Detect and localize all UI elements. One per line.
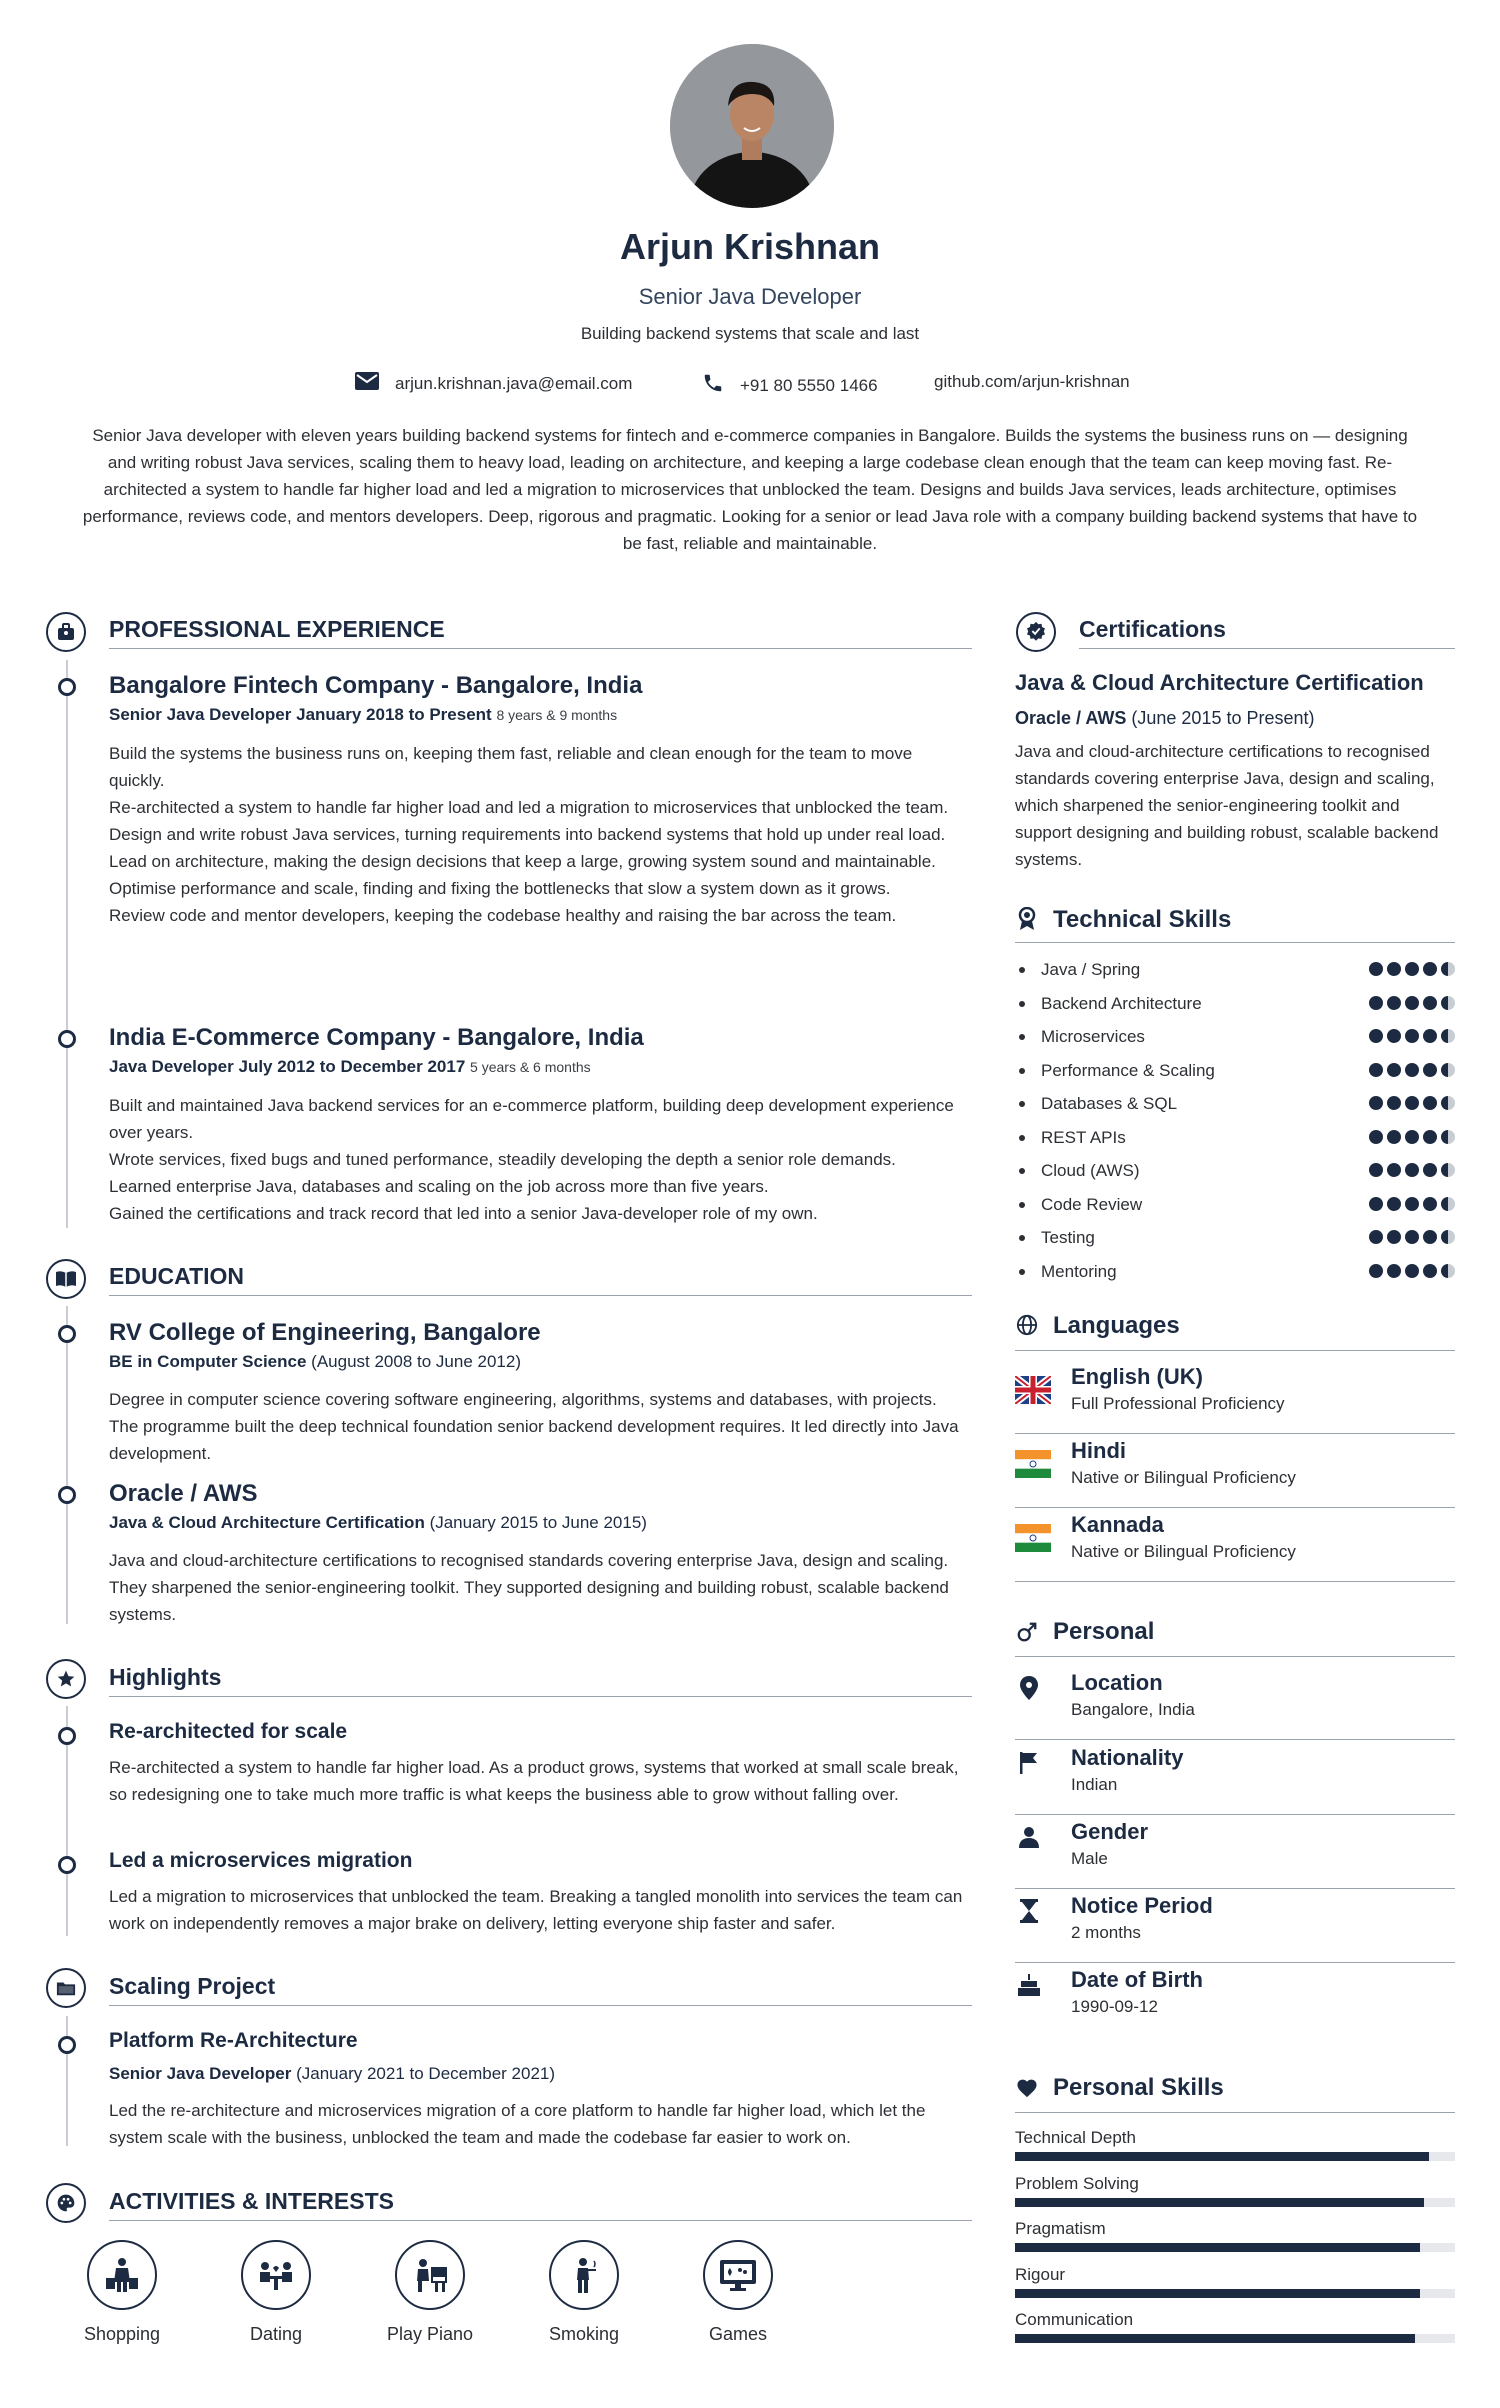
rating-dot xyxy=(1405,1063,1419,1077)
person-icon xyxy=(1017,1825,1041,1849)
section-divider xyxy=(109,648,972,649)
section-divider xyxy=(1015,1656,1455,1657)
skill-bar-fill xyxy=(1015,2243,1420,2252)
project-name: Platform Re-Architecture xyxy=(109,2029,358,2052)
rating-dot xyxy=(1387,1063,1401,1077)
technical-skill-row xyxy=(1015,1226,1455,1250)
activity-label: Play Piano xyxy=(386,2324,474,2344)
section-divider xyxy=(1079,648,1455,649)
games-icon xyxy=(703,2240,773,2310)
project-role-line xyxy=(109,2064,555,2084)
rating-dot xyxy=(1405,1264,1419,1278)
project-description: Led the re-architecture and microservices migration of a core platform to handle far higher load, which let the system scale with the business, unblocked the team and made the codebase far easier to work on. xyxy=(109,2101,926,2147)
technical-skill-row xyxy=(1015,958,1455,982)
folder-icon xyxy=(46,1968,86,2008)
skill-rating xyxy=(1369,1264,1455,1278)
rating-dot xyxy=(1441,1096,1455,1110)
section-divider xyxy=(109,2220,972,2221)
job-company: India E-Commerce Company - Bangalore, India xyxy=(109,1024,644,1051)
tagline: Building backend systems that scale and last xyxy=(580,324,920,343)
bullet-dot xyxy=(1019,1269,1025,1275)
bullet-dot xyxy=(1019,1202,1025,1208)
rating-dot xyxy=(1441,1029,1455,1043)
certification-description: Java and cloud-architecture certifications to recognised standards covering enterprise Java, design and scaling, which sharpened the senior-engineering toolkit and support designing and building robust, scalable backend systems. xyxy=(1015,742,1439,869)
rating-dot xyxy=(1369,1063,1383,1077)
section-divider xyxy=(1015,2112,1455,2113)
rating-dot xyxy=(1441,1163,1455,1177)
skill-rating xyxy=(1369,996,1455,1010)
skill-bar-fill xyxy=(1015,2198,1424,2207)
skill-rating xyxy=(1369,1197,1455,1211)
piano-icon xyxy=(395,2240,465,2310)
activity-shopping xyxy=(52,2240,192,2345)
website-contact[interactable] xyxy=(934,372,1130,392)
certification-dates: (June 2015 to Present) xyxy=(1131,708,1315,728)
rating-dot xyxy=(1423,1063,1437,1077)
rating-dot xyxy=(1369,996,1383,1010)
technical-skill-name: Testing xyxy=(1041,1228,1095,1247)
bullet-dot xyxy=(1019,1034,1025,1040)
job-duration: 8 years & 9 months xyxy=(496,707,618,723)
technical-skills-title: Technical Skills xyxy=(1053,906,1232,933)
personal-label: Date of Birth xyxy=(1071,1967,1203,1992)
language-name: English (UK) xyxy=(1071,1364,1203,1389)
technical-skill-row xyxy=(1015,1126,1455,1150)
personal-value: Indian xyxy=(1071,1775,1118,1794)
rating-dot xyxy=(1405,996,1419,1010)
rating-dot xyxy=(1405,1230,1419,1244)
rating-dot xyxy=(1441,1264,1455,1278)
degree-line xyxy=(109,1352,521,1372)
phone-contact[interactable] xyxy=(702,372,878,399)
activity-label: Games xyxy=(708,2324,768,2344)
activity-dating xyxy=(206,2240,346,2345)
timeline-dot xyxy=(58,1486,76,1504)
degree-line xyxy=(109,1513,647,1533)
personal-value: Bangalore, India xyxy=(1071,1700,1195,1719)
skill-rating xyxy=(1369,1096,1455,1110)
skill-rating xyxy=(1369,1230,1455,1244)
personal-skill-name: Technical Depth xyxy=(1015,2128,1136,2147)
technical-skill-name: Java / Spring xyxy=(1041,960,1141,979)
skill-rating xyxy=(1369,1130,1455,1144)
rating-dot xyxy=(1405,1197,1419,1211)
degree-description: Degree in computer science covering software engineering, algorithms, systems and databases, with projects. The programme built the deep technical foundation senior backend development requires. It led directly into Java development. xyxy=(109,1390,959,1463)
job-company: Bangalore Fintech Company - Bangalore, India xyxy=(109,672,643,699)
timeline-dot xyxy=(58,1030,76,1048)
rating-dot xyxy=(1369,1230,1383,1244)
skill-bar-track xyxy=(1015,2334,1455,2343)
website-text: github.com/arjun-krishnan xyxy=(934,372,1130,391)
activity-play-piano xyxy=(360,2240,500,2345)
technical-skill-row xyxy=(1015,1092,1455,1116)
highlight-title: Led a microservices migration xyxy=(109,1849,413,1872)
job-description xyxy=(109,740,969,929)
rating-dot xyxy=(1423,1163,1437,1177)
rating-dot xyxy=(1423,1230,1437,1244)
rating-dot xyxy=(1369,1197,1383,1211)
india-flag-icon xyxy=(1015,1450,1051,1478)
star-badge-icon xyxy=(46,1659,86,1699)
heart-icon xyxy=(1016,2077,1038,2099)
bullet-dot xyxy=(1019,1168,1025,1174)
job-bullet: Built and maintained Java backend services for an e-commerce platform, building deep development experience over years. xyxy=(109,1096,954,1142)
profile-summary: Senior Java developer with eleven years building backend systems for fintech and e-commerce companies in Bangalore. Builds the systems the business runs on — designing and writing robust Java services, scaling them to heavy load, leading on architecture, and keeping a large codebase clean enough that the team can keep moving fast. Re-architected a system to handle far higher load and led a migration to microservices that unblocked the team. Designs and builds Java services, leads architecture, optimises performance, reviews code, and mentors developers. Deep, rigorous and pragmatic. Looking for a senior or lead Java role with a company building backend systems that have to be fast, reliable and maintainable. xyxy=(82,426,1418,553)
rating-dot xyxy=(1387,996,1401,1010)
activity-label: Dating xyxy=(249,2324,303,2344)
rating-dot xyxy=(1405,1096,1419,1110)
timeline-dot xyxy=(58,1727,76,1745)
project-section-title: Scaling Project xyxy=(109,1973,276,1999)
activities-section-title: ACTIVITIES & INTERESTS xyxy=(109,2188,394,2214)
personal-value: 2 months xyxy=(1071,1923,1141,1942)
job-dates: July 2012 to December 2017 xyxy=(238,1057,466,1076)
rating-dot xyxy=(1441,1063,1455,1077)
personal-skill-row xyxy=(1015,2310,1455,2350)
email-text: arjun.krishnan.java@email.com xyxy=(395,373,633,393)
hourglass-icon xyxy=(1017,1899,1041,1923)
personal-skill-row xyxy=(1015,2174,1455,2214)
skill-bar-track xyxy=(1015,2243,1455,2252)
job-bullet: Review code and mentor developers, keeping the codebase healthy and raising the bar across the team. xyxy=(109,906,897,925)
job-bullet: Re-architected a system to handle far higher load and led a migration to microservices that unblocked the team. xyxy=(109,798,949,817)
school-name: RV College of Engineering, Bangalore xyxy=(109,1319,541,1346)
skill-bar-track xyxy=(1015,2198,1455,2207)
activity-smoking xyxy=(514,2240,654,2345)
language-item xyxy=(1015,1362,1455,1434)
item-divider xyxy=(1015,1507,1455,1508)
rating-dot xyxy=(1423,962,1437,976)
rating-dot xyxy=(1423,1029,1437,1043)
personal-skill-row xyxy=(1015,2219,1455,2259)
technical-skill-row xyxy=(1015,1025,1455,1049)
languages-title: Languages xyxy=(1053,1312,1180,1339)
rating-dot xyxy=(1441,1130,1455,1144)
rating-dot xyxy=(1405,1130,1419,1144)
item-divider xyxy=(1015,1962,1455,1963)
rating-dot xyxy=(1369,1264,1383,1278)
book-icon xyxy=(46,1259,86,1299)
job-bullet: Design and write robust Java services, turning requirements into backend systems that hold up under real load. xyxy=(109,825,946,844)
rating-dot xyxy=(1441,1197,1455,1211)
job-bullet: Lead on architecture, making the design decisions that keep a large, growing system sound and maintainable. xyxy=(109,852,936,871)
technical-skill-name: Databases & SQL xyxy=(1041,1094,1178,1113)
technical-skill-name: Cloud (AWS) xyxy=(1041,1161,1140,1180)
personal-title: Personal xyxy=(1053,1618,1155,1645)
job-role: Senior Java Developer xyxy=(109,705,292,724)
technical-skill-name: Code Review xyxy=(1041,1194,1143,1214)
rating-dot xyxy=(1387,1096,1401,1110)
section-divider xyxy=(109,1295,972,1296)
technical-skill-row xyxy=(1015,1159,1455,1183)
skill-rating xyxy=(1369,1063,1455,1077)
personal-label: Notice Period xyxy=(1071,1893,1213,1918)
personal-skills-title: Personal Skills xyxy=(1053,2074,1224,2101)
rating-dot xyxy=(1423,1096,1437,1110)
job-duration: 5 years & 6 months xyxy=(470,1059,591,1075)
personal-skill-name: Communication xyxy=(1015,2310,1134,2329)
palette-icon xyxy=(46,2183,86,2223)
rating-dot xyxy=(1369,1163,1383,1177)
bullet-dot xyxy=(1019,1135,1025,1141)
rating-dot xyxy=(1387,1264,1401,1278)
award-icon xyxy=(1016,908,1038,930)
personal-skill-name: Rigour xyxy=(1015,2264,1066,2284)
rating-dot xyxy=(1405,1163,1419,1177)
personal-item-gender xyxy=(1015,1817,1455,1889)
rating-dot xyxy=(1387,1163,1401,1177)
personal-item-date-of-birth xyxy=(1015,1965,1455,2037)
job-role-line xyxy=(109,1057,591,1077)
language-name: Kannada xyxy=(1071,1512,1164,1537)
rating-dot xyxy=(1369,962,1383,976)
rating-dot xyxy=(1369,1096,1383,1110)
certification-issuer: Oracle / AWS xyxy=(1015,708,1127,728)
education-section-title: EDUCATION xyxy=(109,1263,245,1289)
skill-rating xyxy=(1369,962,1455,976)
rating-dot xyxy=(1423,1130,1437,1144)
personal-skill-name: Pragmatism xyxy=(1015,2219,1106,2238)
rating-dot xyxy=(1441,996,1455,1010)
bullet-dot xyxy=(1019,1235,1025,1241)
highlight-title: Re-architected for scale xyxy=(109,1720,348,1743)
skill-bar-fill xyxy=(1015,2152,1429,2161)
bullet-dot xyxy=(1019,967,1025,973)
map-pin-icon xyxy=(1017,1676,1041,1700)
section-divider xyxy=(109,2005,972,2006)
phone-icon xyxy=(702,372,724,399)
job-bullet: Wrote services, fixed bugs and tuned performance, steadily developing the depth a senior role demands. xyxy=(109,1150,896,1169)
timeline-dot xyxy=(58,1325,76,1343)
india-flag-icon xyxy=(1015,1524,1051,1552)
rating-dot xyxy=(1405,962,1419,976)
personal-label: Nationality xyxy=(1071,1745,1184,1770)
rating-dot xyxy=(1441,1230,1455,1244)
certification-name: Java & Cloud Architecture Certification xyxy=(1015,670,1424,695)
personal-item-nationality xyxy=(1015,1743,1455,1815)
certificate-badge-icon xyxy=(1016,612,1056,652)
uk-flag-icon xyxy=(1015,1376,1051,1404)
personal-item-notice-period xyxy=(1015,1891,1455,1963)
skill-bar-fill xyxy=(1015,2289,1420,2298)
activity-label: Smoking xyxy=(548,2324,620,2344)
shopping-icon xyxy=(87,2240,157,2310)
language-level: Full Professional Proficiency xyxy=(1071,1394,1285,1413)
item-divider xyxy=(1015,1433,1455,1434)
highlight-description: Led a migration to microservices that unblocked the team. Breaking a tangled monolith into services the team can work on independently removes a major brake on delivery, letting everyone ship faster and safer. xyxy=(109,1887,963,1933)
personal-value: 1990-09-12 xyxy=(1071,1997,1158,2016)
phone-text: +91 80 5550 1466 xyxy=(740,375,878,395)
gender-male-icon xyxy=(1016,1621,1038,1643)
technical-skill-row xyxy=(1015,992,1455,1016)
job-bullet: Build the systems the business runs on, keeping them fast, reliable and clean enough for the team to move quickly. xyxy=(109,744,913,790)
rating-dot xyxy=(1369,1130,1383,1144)
bullet-dot xyxy=(1019,1001,1025,1007)
technical-skill-row xyxy=(1015,1260,1455,1284)
highlight-description: Re-architected a system to handle far higher load. As a product grows, systems that worked at small scale break, so redesigning one to take much more traffic is what keeps the business able to grow without falling over. xyxy=(109,1758,959,1804)
mail-icon xyxy=(355,372,379,395)
section-divider xyxy=(1015,1350,1455,1351)
personal-label: Gender xyxy=(1071,1819,1149,1844)
cake-icon xyxy=(1017,1973,1041,1997)
rating-dot xyxy=(1423,1197,1437,1211)
personal-label: Location xyxy=(1071,1670,1163,1695)
smoking-icon xyxy=(549,2240,619,2310)
briefcase-badge-icon xyxy=(46,612,86,652)
profile-photo xyxy=(670,44,834,208)
item-divider xyxy=(1015,1888,1455,1889)
technical-skill-row xyxy=(1015,1193,1455,1217)
experience-section-title: PROFESSIONAL EXPERIENCE xyxy=(109,616,445,642)
section-divider xyxy=(109,1696,972,1697)
rating-dot xyxy=(1441,962,1455,976)
school-name: Oracle / AWS xyxy=(109,1480,258,1507)
rating-dot xyxy=(1387,1230,1401,1244)
contact-bar xyxy=(0,372,1500,400)
item-divider xyxy=(1015,1581,1455,1582)
timeline-dot xyxy=(58,2036,76,2054)
skill-rating xyxy=(1369,1163,1455,1177)
skill-bar-fill xyxy=(1015,2334,1415,2343)
job-description xyxy=(109,1092,969,1227)
experience-timeline xyxy=(66,660,68,1228)
certification-issuer-line xyxy=(1015,708,1315,729)
project-role: Senior Java Developer xyxy=(109,2064,292,2083)
rating-dot xyxy=(1423,996,1437,1010)
skill-bar-track xyxy=(1015,2152,1455,2161)
rating-dot xyxy=(1387,962,1401,976)
rating-dot xyxy=(1387,1029,1401,1043)
highlights-section-title: Highlights xyxy=(109,1664,222,1690)
language-level: Native or Bilingual Proficiency xyxy=(1071,1542,1296,1561)
education-timeline xyxy=(66,1306,68,1624)
candidate-name: Arjun Krishnan xyxy=(619,226,880,267)
dating-icon xyxy=(241,2240,311,2310)
rating-dot xyxy=(1423,1264,1437,1278)
email-contact[interactable] xyxy=(355,372,632,395)
job-bullet: Gained the certifications and track record that led into a senior Java-developer role of my own. xyxy=(109,1204,818,1223)
job-role: Java Developer xyxy=(109,1057,234,1076)
timeline-dot xyxy=(58,678,76,696)
degree-name: BE in Computer Science xyxy=(109,1352,307,1371)
activity-games xyxy=(668,2240,808,2345)
item-divider xyxy=(1015,1814,1455,1815)
language-item xyxy=(1015,1436,1455,1508)
certifications-section-title: Certifications xyxy=(1079,616,1226,642)
job-title: Senior Java Developer xyxy=(638,284,862,309)
rating-dot xyxy=(1405,1029,1419,1043)
item-divider xyxy=(1015,1739,1455,1740)
language-name: Hindi xyxy=(1071,1438,1126,1463)
job-dates: January 2018 to Present xyxy=(296,705,492,724)
personal-skill-row xyxy=(1015,2265,1455,2305)
rating-dot xyxy=(1387,1197,1401,1211)
timeline-dot xyxy=(58,1856,76,1874)
job-bullet: Learned enterprise Java, databases and scaling on the job across more than five years. xyxy=(109,1177,769,1196)
degree-dates: (January 2015 to June 2015) xyxy=(429,1513,647,1532)
technical-skill-name: Backend Architecture xyxy=(1041,993,1202,1013)
language-item xyxy=(1015,1510,1455,1582)
job-role-line xyxy=(109,705,617,725)
section-divider xyxy=(1015,942,1455,943)
degree-name: Java & Cloud Architecture Certification xyxy=(109,1513,425,1532)
technical-skill-name: Mentoring xyxy=(1041,1261,1117,1281)
project-dates: (January 2021 to December 2021) xyxy=(296,2064,556,2083)
personal-value: Male xyxy=(1071,1849,1108,1868)
skill-rating xyxy=(1369,1029,1455,1043)
personal-skill-name: Problem Solving xyxy=(1015,2173,1139,2193)
technical-skill-name: Microservices xyxy=(1041,1027,1145,1046)
globe-icon xyxy=(1016,1314,1038,1336)
technical-skill-name: Performance & Scaling xyxy=(1041,1060,1215,1080)
degree-description: Java and cloud-architecture certifications to recognised standards covering enterprise Java, design and scaling. They sharpened the senior-engineering toolkit. They supported designing and building robust, scalable backend systems. xyxy=(109,1551,949,1624)
personal-skill-row xyxy=(1015,2128,1455,2168)
flag-icon xyxy=(1017,1751,1041,1775)
degree-dates: (August 2008 to June 2012) xyxy=(311,1352,521,1371)
technical-skill-name: REST APIs xyxy=(1041,1127,1126,1147)
language-level: Native or Bilingual Proficiency xyxy=(1071,1468,1296,1487)
skill-bar-track xyxy=(1015,2289,1455,2298)
personal-item-location xyxy=(1015,1668,1455,1740)
technical-skill-row xyxy=(1015,1059,1455,1083)
rating-dot xyxy=(1369,1029,1383,1043)
bullet-dot xyxy=(1019,1101,1025,1107)
activity-label: Shopping xyxy=(83,2324,161,2344)
bullet-dot xyxy=(1019,1068,1025,1074)
job-bullet: Optimise performance and scale, finding and fixing the bottlenecks that slow a system down as it grows. xyxy=(109,879,891,898)
rating-dot xyxy=(1387,1130,1401,1144)
